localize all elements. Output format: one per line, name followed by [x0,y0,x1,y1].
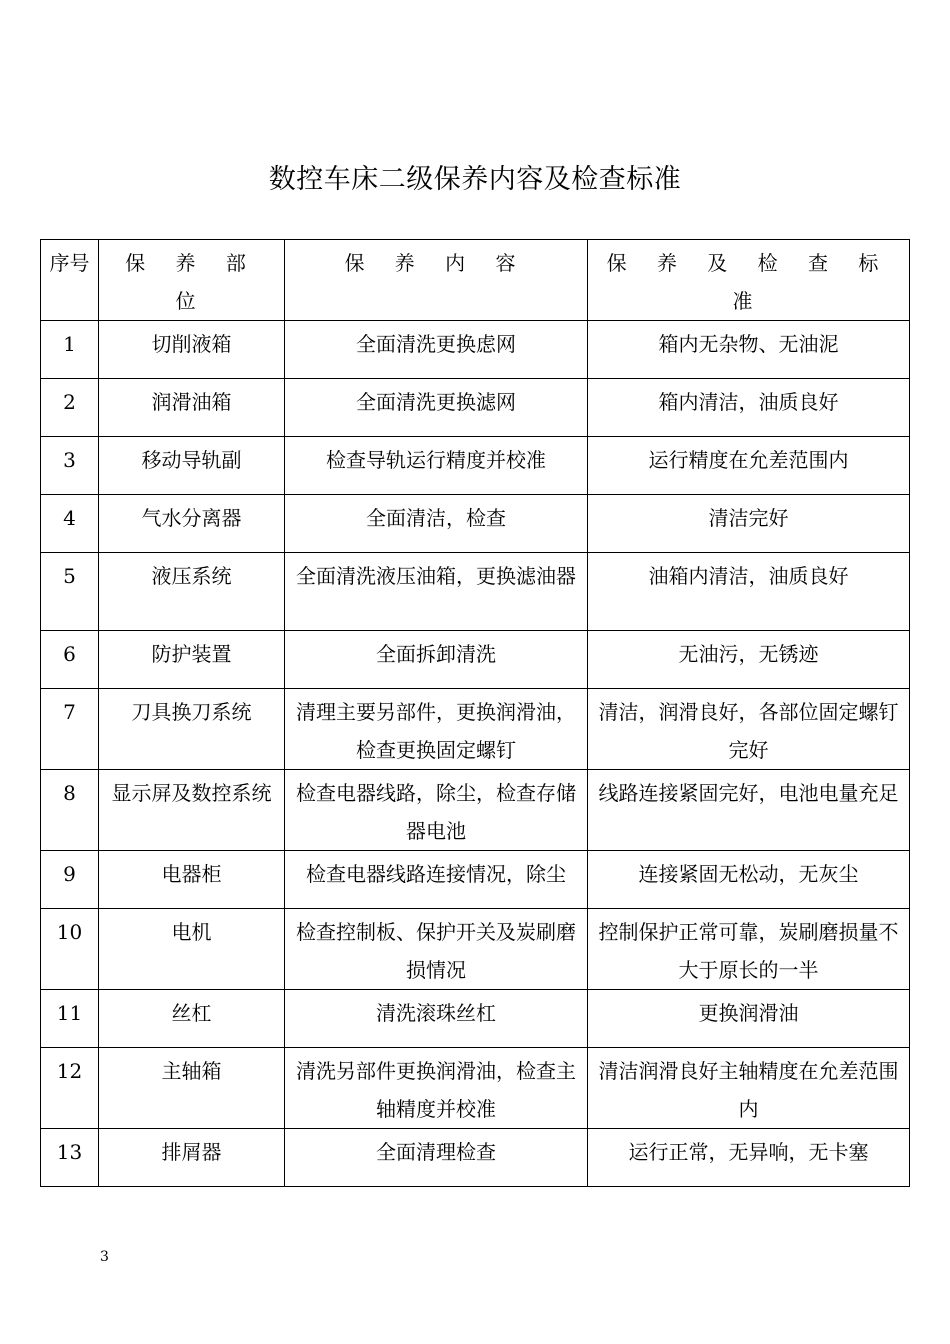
cell-serial-number: 13 [41,1129,99,1187]
cell-content: 全面清洗更换虑网 [285,321,588,379]
table-row [41,770,910,851]
cell-serial-number: 1 [41,321,99,379]
table-row [41,437,910,495]
cell-part: 切削液箱 [99,321,285,379]
cell-content: 全面清洁，检查 [285,495,588,553]
header-inspection-standard: 保 养 及 检 查 标 准 [588,240,910,321]
cell-part: 刀具换刀系统 [99,689,285,770]
page-number: 3 [100,1249,109,1265]
cell-part: 电器柜 [99,851,285,909]
table-row [41,553,910,631]
cell-serial-number: 6 [41,631,99,689]
cell-standard: 箱内清洁，油质良好 [588,379,910,437]
cell-standard: 连接紧固无松动，无灰尘 [588,851,910,909]
cell-part: 液压系统 [99,553,285,631]
cell-content: 检查电器线路连接情况，除尘 [285,851,588,909]
cell-serial-number: 4 [41,495,99,553]
cell-part: 丝杠 [99,990,285,1048]
cell-part: 气水分离器 [99,495,285,553]
cell-serial-number: 5 [41,553,99,631]
table-row [41,990,910,1048]
cell-serial-number: 11 [41,990,99,1048]
table-row [41,851,910,909]
table-row [41,909,910,990]
table-row [41,1048,910,1129]
cell-serial-number: 10 [41,909,99,990]
cell-standard: 油箱内清洁，油质良好 [588,553,910,631]
cell-standard: 无油污，无锈迹 [588,631,910,689]
header-maintenance-content: 保 养 内 容 [285,240,588,321]
cell-standard: 运行精度在允差范围内 [588,437,910,495]
cell-content: 清洗另部件更换润滑油，检查主轴精度并校准 [285,1048,588,1129]
table-row [41,1129,910,1187]
cell-content: 全面清洗更换滤网 [285,379,588,437]
table-row [41,321,910,379]
table-row [41,495,910,553]
cell-serial-number: 3 [41,437,99,495]
cell-serial-number: 9 [41,851,99,909]
cell-content: 清洗滚珠丝杠 [285,990,588,1048]
cell-serial-number: 12 [41,1048,99,1129]
maintenance-table [40,239,910,1187]
cell-part: 排屑器 [99,1129,285,1187]
header-maintenance-part: 保 养 部 位 [99,240,285,321]
cell-part: 显示屏及数控系统 [99,770,285,851]
table-row [41,379,910,437]
cell-part: 移动导轨副 [99,437,285,495]
cell-standard: 运行正常，无异响，无卡塞 [588,1129,910,1187]
page-title: 数控车床二级保养内容及检查标准 [268,164,682,195]
table-row [41,631,910,689]
cell-serial-number: 7 [41,689,99,770]
cell-part: 电机 [99,909,285,990]
cell-standard: 控制保护正常可靠，炭刷磨损量不大于原长的一半 [588,909,910,990]
cell-serial-number: 8 [41,770,99,851]
cell-standard: 清洁完好 [588,495,910,553]
cell-content: 检查控制板、保护开关及炭刷磨损情况 [285,909,588,990]
cell-content: 检查导轨运行精度并校准 [285,437,588,495]
cell-part: 防护装置 [99,631,285,689]
cell-standard: 线路连接紧固完好，电池电量充足 [588,770,910,851]
cell-content: 全面清理检查 [285,1129,588,1187]
cell-standard: 更换润滑油 [588,990,910,1048]
cell-content: 全面拆卸清洗 [285,631,588,689]
header-serial-number: 序号 [41,240,99,321]
cell-part: 主轴箱 [99,1048,285,1129]
table-row [41,689,910,770]
cell-content: 全面清洗液压油箱，更换滤油器 [285,553,588,631]
cell-standard: 箱内无杂物、无油泥 [588,321,910,379]
table-header-row [41,240,910,321]
cell-part: 润滑油箱 [99,379,285,437]
cell-content: 清理主要另部件，更换润滑油，检查更换固定螺钉 [285,689,588,770]
cell-standard: 清洁，润滑良好，各部位固定螺钉完好 [588,689,910,770]
cell-content: 检查电器线路，除尘，检查存储器电池 [285,770,588,851]
cell-standard: 清洁润滑良好主轴精度在允差范围内 [588,1048,910,1129]
cell-serial-number: 2 [41,379,99,437]
